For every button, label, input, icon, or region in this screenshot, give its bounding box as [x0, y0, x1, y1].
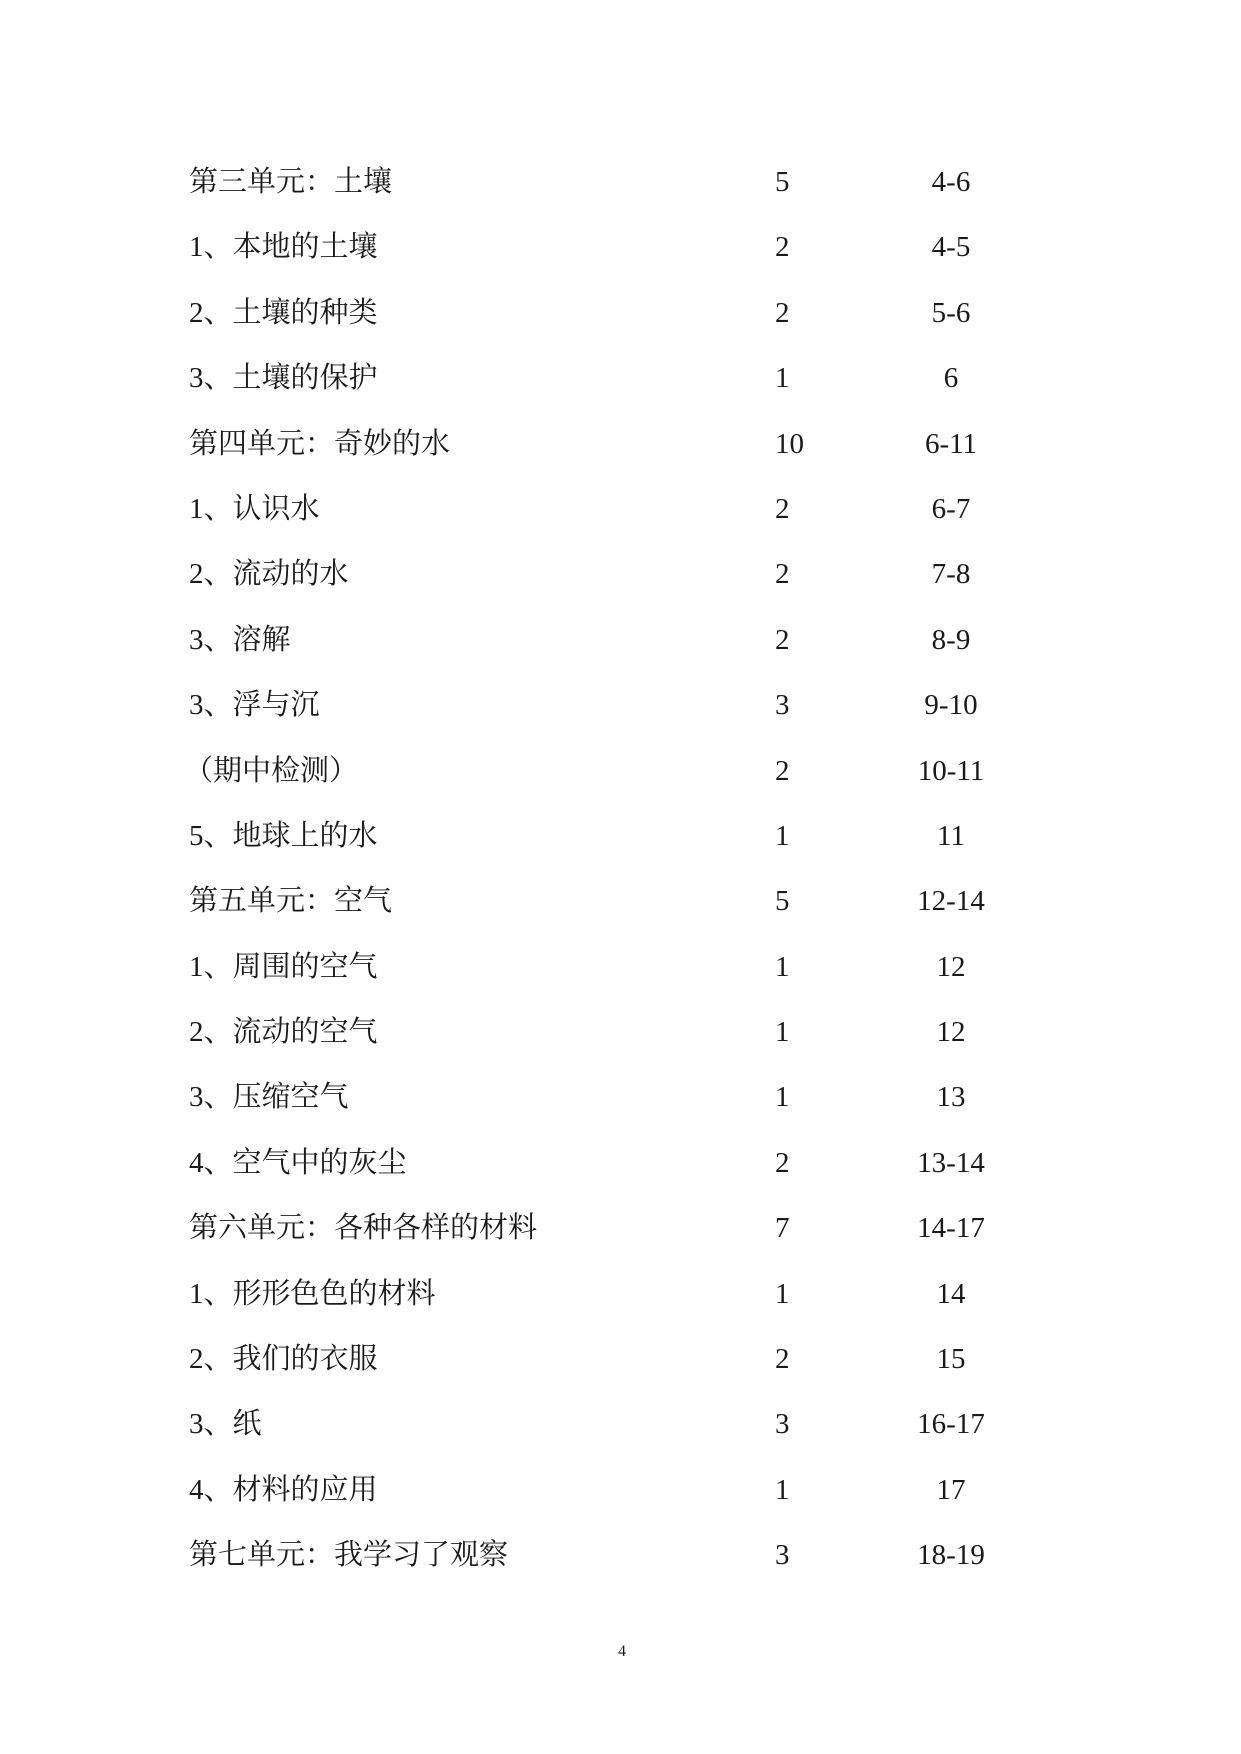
lesson-weeks: 10-11 — [917, 754, 985, 787]
schedule-row — [0, 1458, 1241, 1523]
schedule-row — [0, 281, 1241, 346]
lesson-title: 3、压缩空气 — [189, 1081, 349, 1114]
lesson-hours: 2 — [775, 754, 790, 787]
schedule-row — [0, 739, 1241, 804]
lesson-title: 3、土壤的保护 — [189, 362, 378, 395]
lesson-weeks: 4-6 — [931, 166, 971, 198]
lesson-weeks: 6 — [943, 362, 959, 395]
schedule-row — [0, 150, 1241, 215]
lesson-weeks: 12-14 — [917, 885, 985, 918]
lesson-hours: 3 — [775, 1408, 790, 1441]
lesson-hours: 1 — [775, 1277, 790, 1310]
lesson-weeks: 13-14 — [917, 1146, 985, 1179]
schedule-row — [0, 1262, 1241, 1327]
lesson-title: 第五单元：空气 — [189, 885, 393, 918]
lesson-title: 1、周围的空气 — [189, 950, 378, 983]
lesson-title: 5、地球上的水 — [189, 819, 378, 852]
lesson-weeks: 6-11 — [924, 427, 978, 460]
schedule-row — [0, 477, 1241, 542]
lesson-title: 1、本地的土壤 — [189, 231, 378, 264]
lesson-hours: 1 — [775, 362, 790, 395]
lesson-weeks: 8-9 — [931, 623, 971, 656]
schedule-row — [0, 412, 1241, 477]
lesson-title: 2、土壤的种类 — [189, 296, 378, 329]
lesson-weeks: 17 — [936, 1473, 966, 1506]
lesson-weeks: 14 — [936, 1277, 966, 1310]
schedule-row — [0, 1523, 1241, 1588]
teaching-schedule-list — [0, 150, 1241, 1589]
lesson-title: 3、溶解 — [189, 623, 291, 656]
lesson-hours: 3 — [775, 1539, 790, 1572]
lesson-weeks: 11 — [937, 819, 965, 852]
lesson-weeks: 13 — [936, 1081, 966, 1114]
lesson-weeks: 6-7 — [931, 492, 971, 525]
lesson-weeks: 5-6 — [931, 296, 971, 329]
lesson-hours: 1 — [775, 1016, 790, 1049]
lesson-hours: 2 — [775, 1343, 790, 1376]
schedule-row — [0, 1000, 1241, 1065]
page-number: 4 — [618, 1643, 626, 1660]
schedule-row — [0, 869, 1241, 934]
lesson-title: 第七单元：我学习了观察 — [189, 1539, 509, 1572]
lesson-weeks: 4-5 — [931, 231, 971, 264]
lesson-hours: 2 — [775, 296, 790, 329]
lesson-hours: 10 — [775, 427, 804, 460]
lesson-hours: 7 — [775, 1212, 790, 1245]
lesson-title: 4、空气中的灰尘 — [189, 1146, 407, 1179]
lesson-hours: 1 — [775, 819, 790, 852]
schedule-row — [0, 346, 1241, 411]
lesson-hours: 1 — [775, 1081, 790, 1114]
lesson-hours: 2 — [775, 1146, 790, 1179]
lesson-hours: 2 — [775, 231, 790, 264]
schedule-row — [0, 1131, 1241, 1196]
lesson-weeks: 18-19 — [917, 1539, 985, 1572]
lesson-title: 第四单元：奇妙的水 — [189, 427, 451, 460]
lesson-title: 2、流动的空气 — [189, 1016, 378, 1049]
lesson-hours: 3 — [775, 689, 790, 722]
lesson-weeks: 12 — [936, 950, 966, 983]
lesson-title: （期中检测） — [184, 754, 359, 787]
lesson-hours: 1 — [775, 1473, 790, 1506]
lesson-weeks: 16-17 — [917, 1408, 985, 1441]
lesson-title: 第三单元：土壤 — [189, 166, 393, 198]
lesson-title: 第六单元：各种各样的材料 — [189, 1212, 538, 1245]
lesson-weeks: 7-8 — [931, 558, 971, 591]
lesson-weeks: 9-10 — [924, 689, 978, 722]
schedule-row — [0, 1392, 1241, 1457]
lesson-weeks: 14-17 — [917, 1212, 985, 1245]
lesson-hours: 5 — [775, 166, 790, 198]
schedule-row — [0, 608, 1241, 673]
schedule-row — [0, 935, 1241, 1000]
schedule-row — [0, 1196, 1241, 1261]
schedule-row — [0, 673, 1241, 738]
lesson-title: 1、认识水 — [189, 492, 320, 525]
lesson-title: 4、材料的应用 — [189, 1473, 378, 1506]
lesson-title: 2、我们的衣服 — [189, 1343, 378, 1376]
lesson-title: 3、浮与沉 — [189, 689, 320, 722]
schedule-row — [0, 1327, 1241, 1392]
schedule-row — [0, 1065, 1241, 1130]
schedule-row — [0, 542, 1241, 607]
lesson-weeks: 12 — [936, 1016, 966, 1049]
lesson-title: 2、流动的水 — [189, 558, 349, 591]
lesson-hours: 2 — [775, 558, 790, 591]
schedule-row — [0, 215, 1241, 280]
lesson-weeks: 15 — [936, 1343, 966, 1376]
schedule-row — [0, 804, 1241, 869]
lesson-title: 3、纸 — [189, 1408, 262, 1441]
lesson-hours: 2 — [775, 492, 790, 525]
lesson-hours: 1 — [775, 950, 790, 983]
lesson-hours: 2 — [775, 623, 790, 656]
lesson-title: 1、形形色色的材料 — [189, 1277, 436, 1310]
lesson-hours: 5 — [775, 885, 790, 918]
